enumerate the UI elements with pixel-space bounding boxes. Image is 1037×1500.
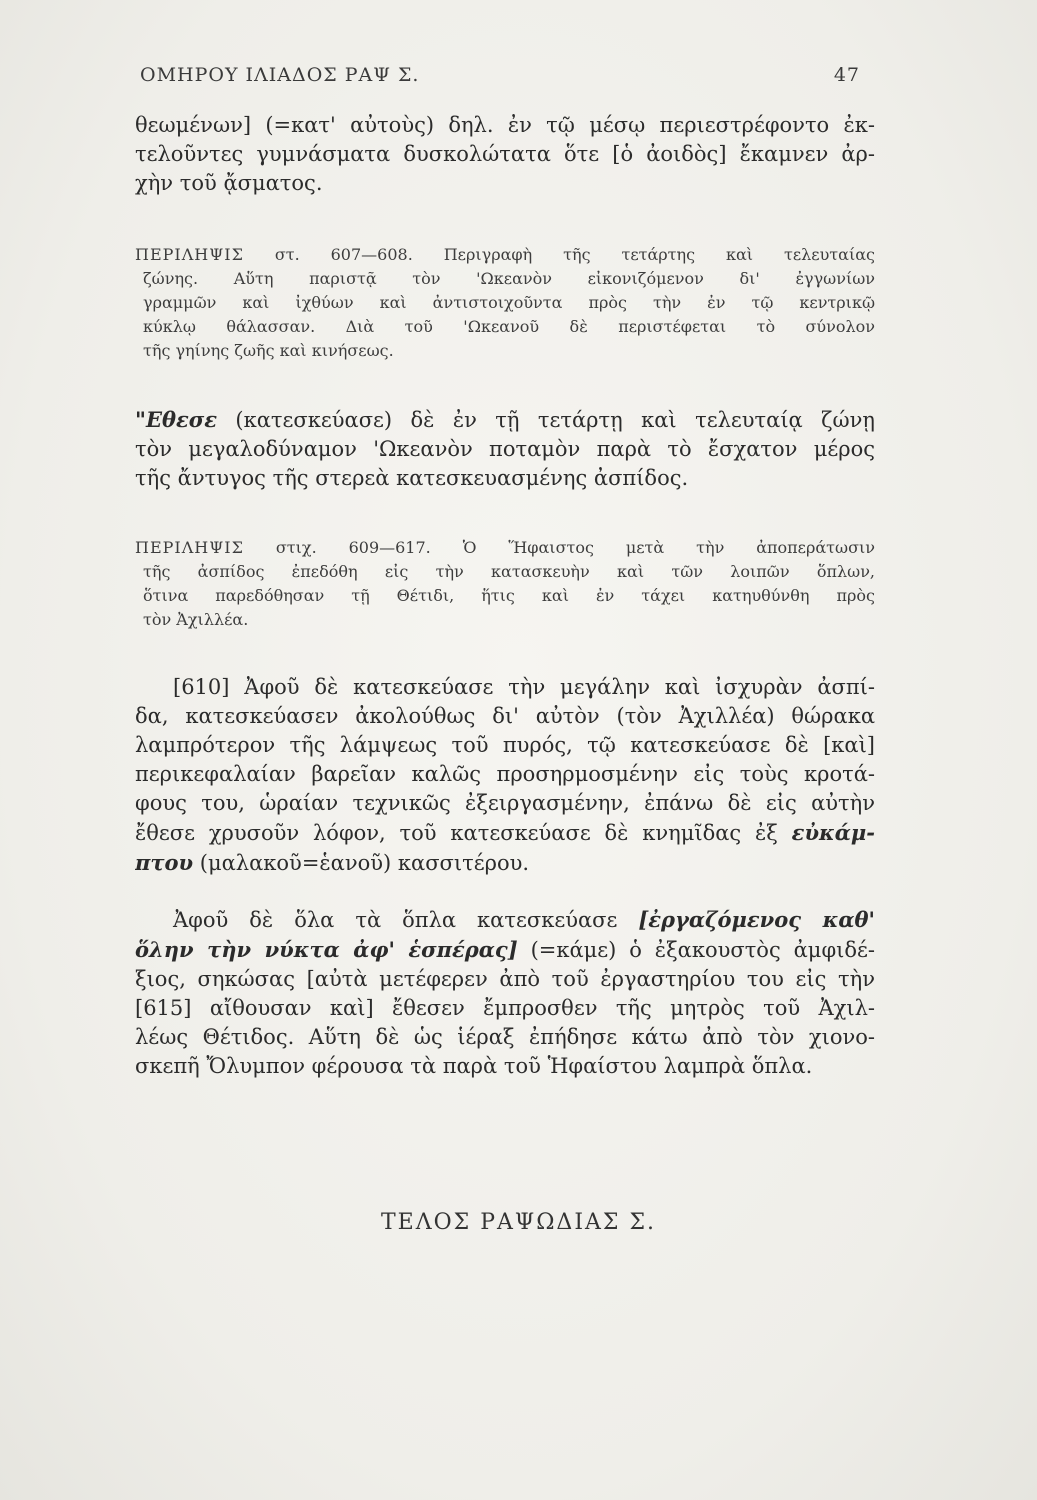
text-span: Ὁ Ἥφαιστος μετὰ τὴν ἀποπεράτωσιν [462,538,875,557]
page-number: 47 [833,64,860,86]
text-line: δα, κατεσκεύασεν ἀκολούθως δι' αὐτὸν (τὸν Ἀχιλλέα) θώρακα [135,704,875,728]
text-line: χὴν τοῦ ᾄσματος. [135,171,323,195]
text-line: τῆς ἄντυγος τῆς στερεὰ κατεσκευασμένης ἀσπίδος. [135,466,689,490]
text-line: ζώνης. Αὕτη παριστᾷ τὸν 'Ωκεανὸν εἰκονιζόμενον δι' ἐγγωνίων [143,269,875,288]
text-line: ξιος, σηκώσας [αὐτὰ μετέφερεν ἀπὸ τοῦ ἐργαστηρίου του εἰς τὴν [135,967,875,991]
text-span: (=κάμε) ὁ ἐξακουστὸς ἀμφιδέ- [530,938,875,962]
text-line [135,818,875,848]
text-line: κύκλῳ θάλασσαν. Διὰ τοῦ 'Ωκεανοῦ δὲ περιστέφεται τὸ σύνολον [143,317,875,336]
text-line: λέως Θέτιδος. Αὕτη δὲ ὡς ἱέραξ ἐπήδησε κάτω ἀπὸ τὸν χιονο- [135,1025,875,1049]
text-line [135,935,875,965]
summary-2 [135,536,875,632]
text-line: [615] αἴθουσαν καὶ] ἔθεσεν ἔμπροσθεν τῆς μητρὸς τοῦ Ἀχιλ- [135,996,875,1020]
text-line: τῆς γηίνης ζωῆς καὶ κινήσεως. [143,341,394,360]
text-line [135,848,875,878]
verse-reference: στιχ. 609—617. [275,538,431,557]
text-span: (κατεσκεύασε) δὲ ἐν τῇ τετάρτῃ καὶ τελευταίᾳ ζώνῃ [235,408,875,432]
paragraph-2 [135,405,875,493]
text-line: γραμμῶν καὶ ἰχθύων καὶ ἀντιστοιχοῦντα πρὸς τὴν ἐν τῷ κεντρικῷ [143,293,875,312]
text-line [135,243,875,267]
page-header [140,64,860,94]
text-line: θεωμένων] (=κατ' αὐτοὺς) δηλ. ἐν τῷ μέσῳ περιεστρέφοντο ἐκ- [135,113,875,137]
text-span: (μαλακοῦ=ἑανοῦ) κασσιτέρου. [199,851,530,875]
paragraph-3 [135,673,875,878]
text-line: τὸν Ἀχιλλέα. [143,610,249,629]
summary-heading: ΠΕΡΙΛΗΨΙΣ [135,538,244,557]
emphasis: [ἐργαζόμενος καθ' [638,907,875,932]
text-span: ἔθεσε χρυσοῦν λόφον, τοῦ κατεσκεύασε δὲ κνημῖδας ἐξ [135,821,778,845]
text-span: Ἀφοῦ δὲ ὅλα τὰ ὅπλα κατεσκεύασε [173,908,618,932]
keyword: "Εθεσε [135,407,217,432]
emphasis: ὅλην τὴν νύκτα ἀφ' ἑσπέρας] [135,937,518,962]
text-line: λαμπρότερον τῆς λάμψεως τοῦ πυρός, τῷ κατεσκεύασε δὲ [καὶ] [135,733,875,757]
text-line: φους του, ὡραίαν τεχνικῶς ἐξειργασμένην, ἐπάνω δὲ εἰς αὐτὴν [135,791,875,815]
text-line: περικεφαλαίαν βαρεῖαν καλῶς προσηρμοσμένην εἰς τοὺς κροτά- [135,762,875,786]
summary-heading: ΠΕΡΙΛΗΨΙΣ [135,245,244,264]
rhapsody-ending: ΤΕΛΟΣ ΡΑΨΩΔΙΑΣ Σ. [381,1210,656,1235]
text-line: σκεπῆ Ὄλυμπον φέρουσα τὰ παρὰ τοῦ Ἡφαίστου λαμπρὰ ὅπλα. [135,1054,813,1078]
text-line [135,405,875,435]
paragraph-1 [135,111,875,198]
paragraph-4 [135,905,875,1081]
text-line [135,905,875,935]
text-line [135,536,875,560]
text-line: [610] Ἀφοῦ δὲ κατεσκεύασε τὴν μεγάλην καὶ ἰσχυρὰν ἀσπί- [173,675,875,699]
text-line: τὸν μεγαλοδύναμον 'Ωκεανὸν ποταμὸν παρὰ τὸ ἔσχατον μέρος [135,437,875,461]
running-title: ΟΜΗΡΟΥ ΙΛΙΑΔΟΣ ΡΑΨ Σ. [140,64,420,86]
verse-reference: στ. 607—608. [274,245,413,264]
emphasis: εὐκάμ- [791,820,875,845]
text-span: Περιγραφὴ τῆς τετάρτης καὶ τελευταίας [443,245,875,264]
summary-1 [135,243,875,363]
text-line: τῆς ἀσπίδος ἐπεδόθη εἰς τὴν κατασκευὴν καὶ τῶν λοιπῶν ὅπλων, [143,562,875,581]
text-line: ὅτινα παρεδόθησαν τῇ Θέτιδι, ἥτις καὶ ἐν τάχει κατηυθύνθη πρὸς [143,586,875,605]
text-line: τελοῦντες γυμνάσματα δυσκολώτατα ὅτε [ὁ ἀοιδὸς] ἔκαμνεν ἀρ- [135,142,875,166]
emphasis: πτου [135,850,194,875]
